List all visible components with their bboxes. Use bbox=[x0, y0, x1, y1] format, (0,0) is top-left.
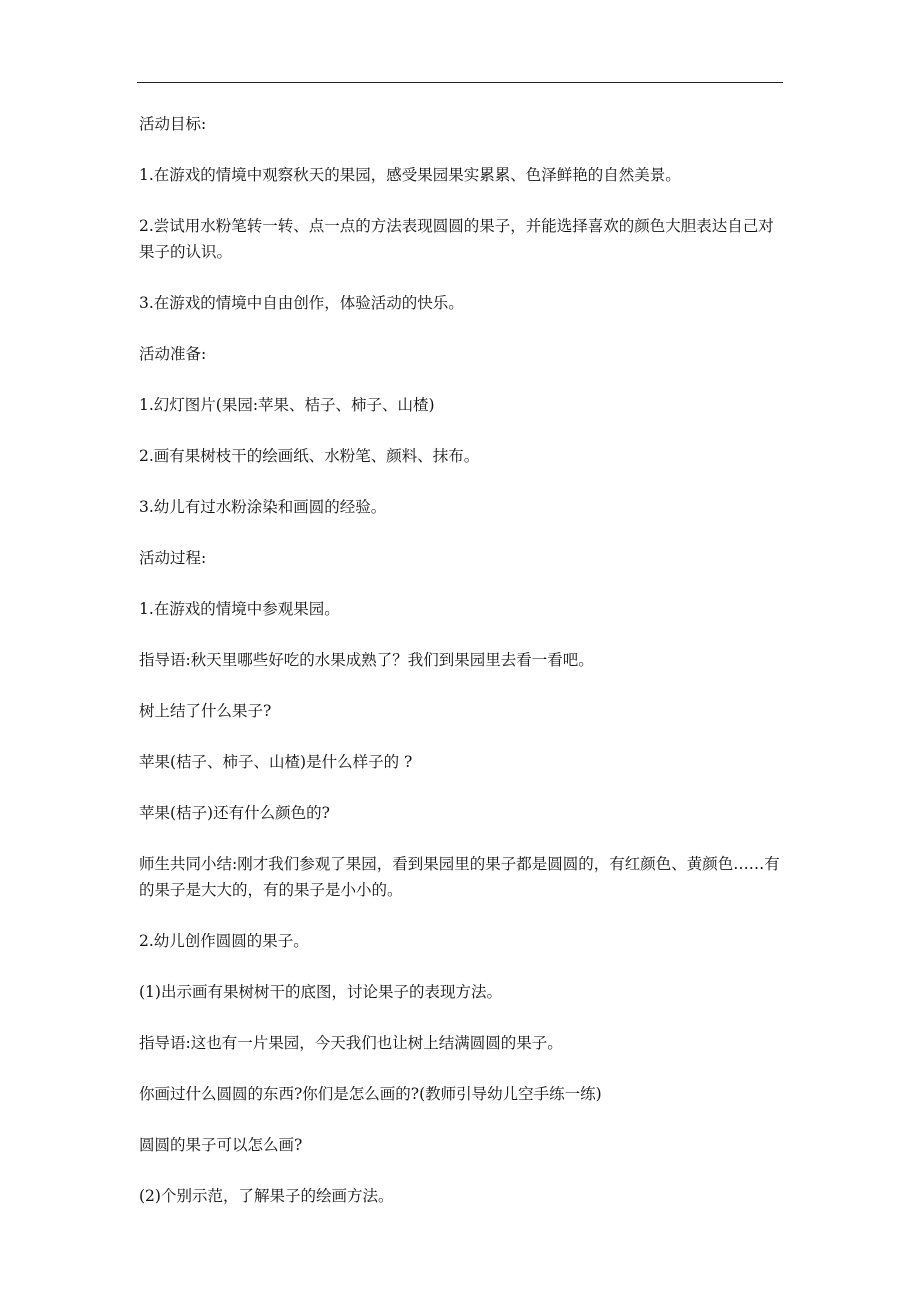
header-rule bbox=[137, 82, 783, 83]
paragraph: 3.在游戏的情境中自由创作，体验活动的快乐。 bbox=[139, 294, 464, 312]
section-heading-preparation: 活动准备: bbox=[139, 345, 207, 363]
paragraph: 苹果(桔子、柿子、山楂)是什么样子的 ? bbox=[139, 753, 413, 771]
paragraph: 2.画有果树枝干的绘画纸、水粉笔、颜料、抹布。 bbox=[139, 447, 480, 465]
section-heading-process: 活动过程: bbox=[139, 549, 207, 567]
paragraph: (2)个别示范，了解果子的绘画方法。 bbox=[139, 1187, 394, 1205]
paragraph: 2.幼儿创作圆圆的果子。 bbox=[139, 932, 309, 950]
paragraph: 指导语:这也有一片果园，今天我们也让树上结满圆圆的果子。 bbox=[139, 1034, 563, 1052]
paragraph: (1)出示画有果树树干的底图，讨论果子的表现方法。 bbox=[139, 983, 502, 1001]
paragraph: 3.幼儿有过水粉涂染和画圆的经验。 bbox=[139, 498, 387, 516]
paragraph: 圆圆的果子可以怎么画? bbox=[139, 1136, 303, 1154]
paragraph: 师生共同小结:刚才我们参观了果园，看到果园里的果子都是圆圆的，有红颜色、黄颜色……有的果子是大大的，有的果子是小小的。 bbox=[139, 855, 780, 899]
paragraph: 1.在游戏的情境中观察秋天的果园，感受果园果实累累、色泽鲜艳的自然美景。 bbox=[139, 166, 681, 184]
paragraph: 2.尝试用水粉笔转一转、点一点的方法表现圆圆的果子，并能选择喜欢的颜色大胆表达自己对果子的认识。 bbox=[139, 217, 774, 261]
paragraph: 树上结了什么果子? bbox=[139, 702, 272, 720]
document-body bbox=[139, 111, 787, 1234]
paragraph: 苹果(桔子)还有什么颜色的? bbox=[139, 804, 330, 822]
paragraph: 你画过什么圆圆的东西?你们是怎么画的?(教师引导幼儿空手练一练) bbox=[139, 1085, 602, 1103]
section-heading-goals: 活动目标: bbox=[139, 115, 207, 133]
paragraph: 1.在游戏的情境中参观果园。 bbox=[139, 600, 340, 618]
paragraph: 1.幻灯图片(果园:苹果、桔子、柿子、山楂) bbox=[139, 396, 435, 414]
paragraph: 指导语:秋天里哪些好吃的水果成熟了？我们到果园里去看一看吧。 bbox=[139, 651, 594, 669]
